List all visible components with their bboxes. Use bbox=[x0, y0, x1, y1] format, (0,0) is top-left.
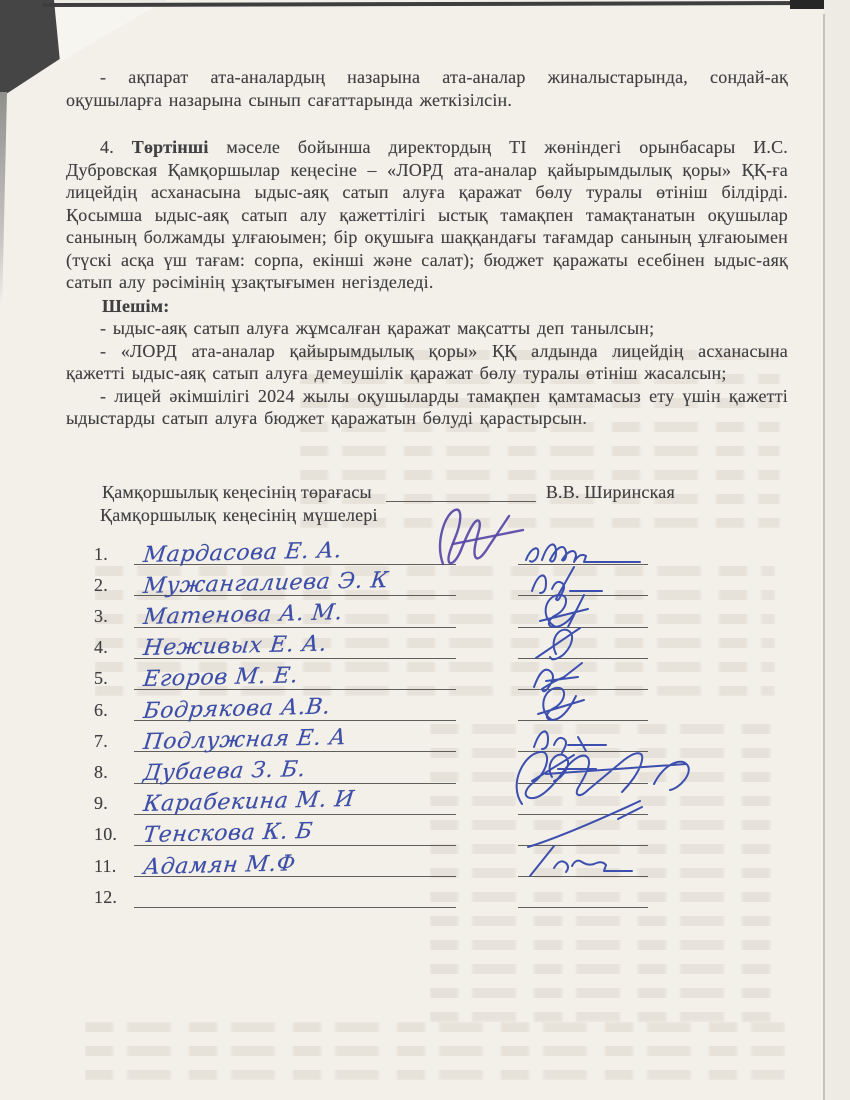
member-number: 6. bbox=[94, 699, 108, 720]
decision-item-3: - лицей әкімшілігі 2024 жылы оқушыларды тамақпен қамтамасыз ету үшін қажетті ыдыстарды сатып алуға бюджет қаражатын бөлуді қарастырсын. bbox=[66, 385, 788, 428]
decision-heading: Шешім: bbox=[102, 295, 170, 316]
agenda-item-4-title: Төртінші bbox=[131, 137, 209, 157]
agenda-item-4-number: 4. bbox=[100, 137, 132, 157]
member-name-handwritten: Бодрякова А.В. bbox=[141, 694, 332, 724]
page-left-edge bbox=[0, 92, 7, 307]
member-name-line bbox=[134, 753, 456, 784]
member-name-line bbox=[134, 565, 456, 599]
member-name-handwritten: Дубаева З. Б. bbox=[141, 757, 308, 786]
member-name-line bbox=[134, 784, 456, 818]
member-row bbox=[66, 690, 788, 724]
member-name-line bbox=[134, 690, 456, 724]
agenda-item-4-paragraph bbox=[66, 136, 788, 294]
agenda-item-4-text: мәселе бойынша директордың ТІ жөніндегі орынбасары И.С. Дубровская Қамқоршылар кеңесіне – «ЛОРД ата-аналар қайырымдылық қоры» ҚҚ-ға лицейдің асханасына ыдыс-аяқ сатып алуға қаражат бөлу туралы өтініш білдірді. Қосымша ыдыс-аяқ сатып алу қажеттілігі ыстық тамақпен тамақтанатын оқушылар санының болжамды ұлғаюымен; бір оқушыға шаққандағы тағамдар санының ұлғаюымен (түскі асқа үш тағам: сорпа, екінші және салат); бюджет қаражаты есебінен ыдыс-аяқ сатып алу рәсімінің ұзақтығымен негізделеді. bbox=[66, 137, 788, 292]
member-number: 4. bbox=[94, 637, 108, 658]
chairman-signature bbox=[425, 498, 545, 582]
member-signature bbox=[522, 838, 648, 882]
member-signature-line bbox=[518, 850, 648, 877]
page-top-edge-line bbox=[42, 1, 850, 7]
member-number: 7. bbox=[94, 730, 108, 751]
member-name-handwritten: Подлужная Е. А bbox=[141, 724, 348, 755]
member-number: 1. bbox=[94, 543, 108, 564]
member-name-line bbox=[134, 628, 456, 662]
member-row bbox=[66, 628, 788, 662]
member-name-line bbox=[134, 889, 456, 908]
bleed-through-text bbox=[85, 1022, 785, 1080]
member-name-handwritten: Тенскова К. Б bbox=[141, 819, 315, 849]
member-number: 3. bbox=[94, 606, 108, 627]
member-name-handwritten: Мужангалиева Э. К bbox=[141, 567, 390, 599]
member-row bbox=[66, 659, 788, 693]
member-row bbox=[66, 784, 788, 818]
members-heading: Қамқоршылық кеңесінің мүшелері bbox=[100, 504, 378, 525]
intro-paragraph: - ақпарат ата-аналардың назарына ата-аналар жиналыстарында, сондай-ақ оқушыларға назарына сынып сағаттарында жеткізілсін. bbox=[66, 67, 788, 110]
member-row bbox=[66, 596, 788, 631]
member-number: 10. bbox=[94, 824, 118, 845]
decision-item-2: - «ЛОРД ата-аналар қайырымдылық қоры» ҚҚ алдында лицейдің асханасына қажетті ыдыс-аяқ сатып алуға демеушілік қаражат бөлу туралы өтініш жасалсын; bbox=[66, 340, 788, 383]
decision-item-1: - ыдыс-аяқ сатып алуға жұмсалған қаражат мақсатты деп танылсын; bbox=[100, 318, 655, 338]
member-name-handwritten: Карабекина М. И bbox=[141, 787, 356, 818]
member-name-line bbox=[134, 534, 456, 568]
page-right-edge-line bbox=[823, 14, 825, 1100]
member-name-line bbox=[134, 846, 456, 880]
member-name-handwritten: Мардасова Е. А. bbox=[141, 537, 344, 568]
member-number: 11. bbox=[94, 855, 117, 876]
member-number: 2. bbox=[94, 574, 108, 595]
chairman-label: Қамқоршылық кеңесінің төрағасы bbox=[102, 482, 372, 502]
member-name-line bbox=[134, 815, 456, 849]
member-row bbox=[66, 815, 788, 849]
member-name-line bbox=[134, 597, 456, 631]
member-signature-line bbox=[518, 889, 648, 908]
member-row bbox=[66, 877, 788, 908]
member-row bbox=[66, 846, 788, 880]
member-name-line bbox=[134, 659, 456, 693]
page-corner-fold bbox=[46, 0, 166, 66]
chairman-name: В.В. Ширинская bbox=[545, 482, 675, 502]
document-body bbox=[66, 66, 788, 908]
members-list bbox=[66, 534, 788, 908]
member-name-handwritten: Адамян М.Ф bbox=[141, 850, 298, 880]
member-number: 9. bbox=[94, 793, 108, 814]
page-right-margin bbox=[824, 0, 850, 1100]
member-name-handwritten: Матенова А. М. bbox=[141, 600, 345, 631]
member-name-handwritten: Егоров М. Е. bbox=[141, 663, 300, 693]
member-name-handwritten: Неживых Е. А. bbox=[141, 631, 329, 662]
member-number: 12. bbox=[94, 886, 118, 907]
member-number: 5. bbox=[94, 668, 108, 689]
member-name-line bbox=[134, 721, 456, 755]
member-number: 8. bbox=[94, 762, 108, 782]
